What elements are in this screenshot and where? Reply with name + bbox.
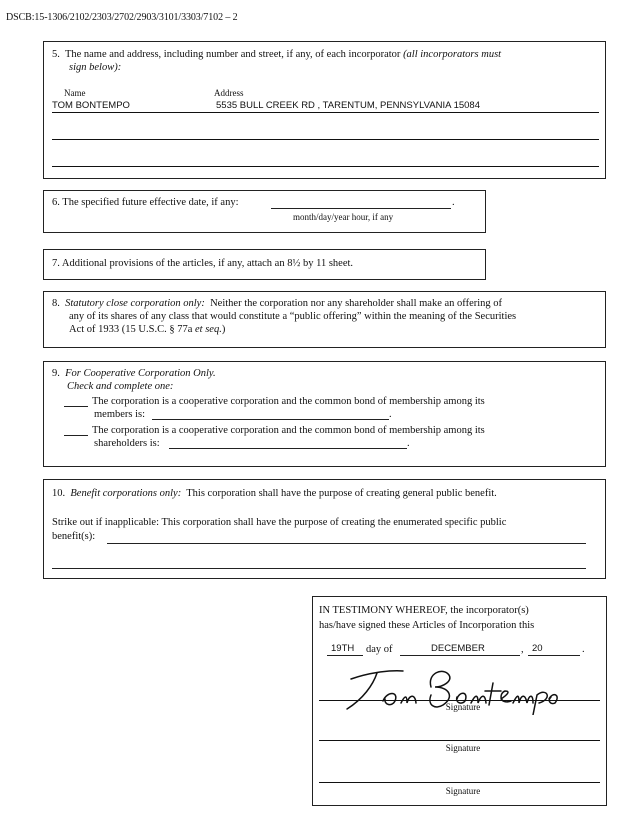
option-1-period: . <box>389 409 392 420</box>
section-10-box <box>43 479 606 579</box>
incorporator-address[interactable]: 5535 BULL CREEK RD , TARENTUM, PENNSYLVANIA 15084 <box>216 100 480 111</box>
section-9-sub: Check and complete one: <box>67 381 174 392</box>
incorporator-line-1 <box>52 112 599 113</box>
option-1-checkbox[interactable] <box>64 406 88 407</box>
incorporator-line-3[interactable] <box>52 166 599 167</box>
section-6-box <box>43 190 486 233</box>
address-label: Address <box>214 88 244 98</box>
year-period: . <box>582 644 585 655</box>
testimony-text: IN TESTIMONY WHEREOF, the incorporator(s) has/have signed these Articles of Incorporation this <box>319 605 535 631</box>
section-7-text: 7. Additional provisions of the articles, if any, attach an 8½ by 11 sheet. <box>52 258 354 269</box>
day-of-label: day of <box>366 644 393 655</box>
section-9-box <box>43 361 606 467</box>
effective-date-field[interactable] <box>271 208 451 209</box>
benefit-field-1[interactable] <box>107 543 586 544</box>
option-2-field[interactable] <box>169 448 407 449</box>
section-5-text: 5. The name and address, including number and street, if any, of each incorporator (all incorporators must sign below): <box>52 49 502 73</box>
testimony-month[interactable]: DECEMBER <box>431 643 485 654</box>
doc-code: DSCB:15-1306/2102/2303/2702/2903/3101/3303/7102 – 2 <box>6 12 238 23</box>
effective-date-caption: month/day/year hour, if any <box>293 212 394 222</box>
benefit-field-2[interactable] <box>52 568 586 569</box>
section-8-text: 8. Statutory close corporation only: Neither the corporation nor any shareholder shall make an offering of any of its shares of any class that would constitute a “public offering” within the meaning of the Securities Act of 1933 (15 U.S.C. § 77a et seq.) <box>52 298 517 335</box>
section-6-period: . <box>452 197 455 208</box>
signature-label-2: Signature <box>445 743 481 753</box>
option-1-text: The corporation is a cooperative corporation and the common bond of membership among its members is: <box>92 396 485 420</box>
section-8-box <box>43 291 606 348</box>
signature-label-1: Signature <box>445 702 481 712</box>
incorporator-line-2[interactable] <box>52 139 599 140</box>
signature-line-2[interactable] <box>319 740 600 741</box>
testimony-box <box>312 596 607 806</box>
testimony-day[interactable]: 19TH <box>331 643 355 654</box>
incorporator-name[interactable]: TOM BONTEMPO <box>52 100 130 111</box>
section-5-box <box>43 41 606 179</box>
month-comma: , <box>521 644 524 655</box>
name-label: Name <box>64 88 86 98</box>
section-10-text: 10. Benefit corporations only: This corporation shall have the purpose of creating general public benefit. <box>52 488 497 499</box>
section-6-text: 6. The specified future effective date, if any: <box>52 197 239 208</box>
year-line <box>528 655 580 656</box>
month-line <box>400 655 520 656</box>
signature-line-3[interactable] <box>319 782 600 783</box>
day-line <box>327 655 363 656</box>
signature-line-1[interactable] <box>319 700 600 701</box>
option-1-field[interactable] <box>152 419 389 420</box>
testimony-year[interactable]: 20 <box>532 643 543 654</box>
section-7-box <box>43 249 486 280</box>
signature-label-3: Signature <box>445 786 481 796</box>
section-10-strike: Strike out if inapplicable: This corporation shall have the purpose of creating the enumerated specific public benefit(s): <box>52 517 507 542</box>
option-2-text: The corporation is a cooperative corporation and the common bond of membership among its shareholders is: <box>92 425 485 449</box>
section-9-heading: 9. For Cooperative Corporation Only. <box>52 368 216 379</box>
option-2-period: . <box>407 438 410 449</box>
option-2-checkbox[interactable] <box>64 435 88 436</box>
